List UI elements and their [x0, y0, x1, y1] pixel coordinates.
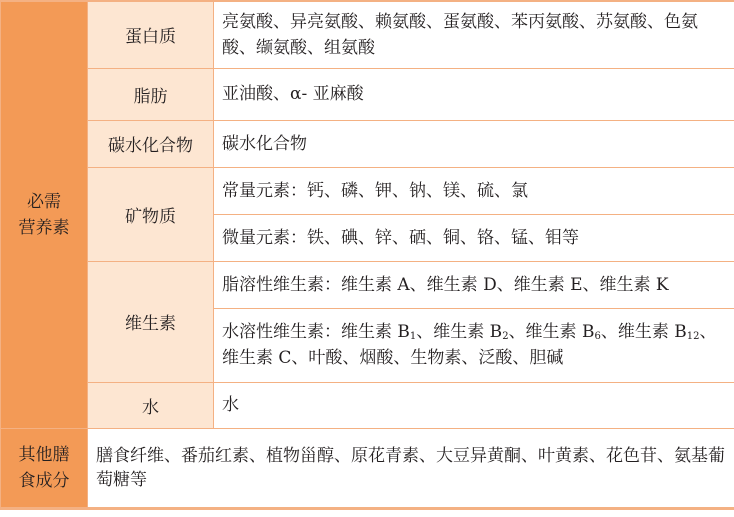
other-dietary-components-label: [1, 428, 88, 508]
mineral-micro-content: 微量元素：铁、碘、锌、硒、铜、铬、锰、钼等: [214, 214, 734, 261]
vitamin-water-soluble-content: [214, 308, 734, 382]
water-soluble-sep2: 、维生素 B: [508, 322, 595, 342]
water-soluble-suffix: 、维生素 C、叶酸、烟酸、生物素、泛酸、胆碱: [222, 322, 717, 368]
other-dietary-components-content: 膳食纤维、番茄红素、植物甾醇、原花青素、大豆异黄酮、叶黄素、花色苷、氨基葡萄糖等: [88, 428, 734, 508]
protein-label: 蛋白质: [88, 1, 214, 68]
vitamin-fat-soluble-content: 脂溶性维生素：维生素 A、维生素 D、维生素 E、维生素 K: [214, 261, 734, 308]
water-soluble-sep1: 、维生素 B: [416, 322, 503, 342]
other-label-line2: 食成分: [18, 470, 70, 491]
essential-label-line2: 营养素: [18, 217, 70, 238]
b6-subscript: 6: [594, 331, 601, 342]
mineral-macro-content: 常量元素：钙、磷、钾、钠、镁、硫、氯: [214, 167, 734, 214]
b12-subscript: 12: [686, 331, 700, 342]
protein-content: 亮氨酸、异亮氨酸、赖氨酸、蛋氨酸、苯丙氨酸、苏氨酸、色氨酸、缬氨酸、组氨酸: [214, 1, 734, 68]
essential-nutrients-label: [1, 1, 88, 428]
vitamin-label: 维生素: [88, 261, 214, 382]
essential-label-line1: 必需: [27, 191, 61, 212]
water-label: 水: [88, 382, 214, 428]
carb-content: 碳水化合物: [214, 120, 734, 167]
water-soluble-prefix: 水溶性维生素：维生素 B: [222, 322, 410, 342]
fat-content: 亚油酸、α- 亚麻酸: [214, 68, 734, 120]
other-label-line1: 其他膳: [18, 444, 70, 465]
b2-subscript: 2: [502, 331, 509, 342]
fat-label: 脂肪: [88, 68, 214, 120]
mineral-label: 矿物质: [88, 167, 214, 261]
b1-subscript: 1: [409, 331, 417, 342]
water-soluble-sep3: 、维生素 B: [600, 322, 687, 342]
carb-label: 碳水化合物: [88, 120, 214, 167]
water-content: 水: [214, 382, 734, 428]
